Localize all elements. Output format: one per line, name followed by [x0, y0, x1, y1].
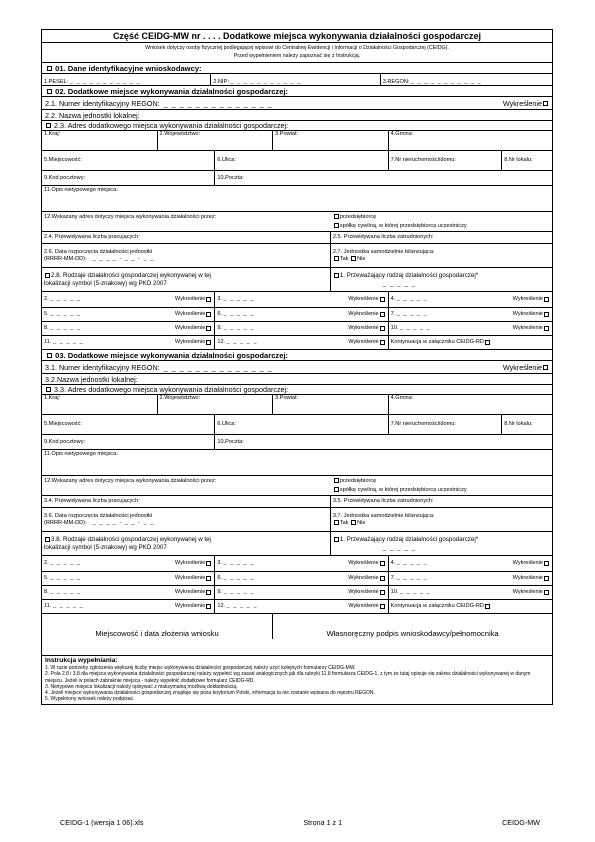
p3-adres-row-3 [42, 435, 552, 450]
p3-kod-pocztowy[interactable]: 9.Kod pocztowy: [42, 435, 215, 449]
p2-pkd-4-wykreslenie[interactable] [544, 297, 549, 302]
p3-ulica[interactable]: 6.Ulica: [215, 415, 388, 434]
p2-nazwa-row[interactable]: 2.2. Nazwa jednostki lokalnej: [42, 110, 552, 121]
p3-pkd-9-wykreslenie[interactable] [380, 590, 385, 595]
p3-pkd-row-2 [42, 572, 552, 586]
p3-samodzielnie-bilansujaca: 3.7. Jednostka samodzielnie bilansująca: Tak Nie [332, 513, 435, 526]
nip-field[interactable]: 2.NIP: _ _ _ _ _ _ _ _ _ _ _ [211, 74, 380, 85]
p2-adres-row-3 [42, 171, 552, 186]
p3-nie-checkbox[interactable] [351, 520, 356, 525]
p2-pkd-6[interactable]: 6. _ _ _ _ _ Wykreślenie [215, 308, 388, 321]
instruction-1: 1. W razie potrzeby zgłoszenia większej liczby miejsc wykonywania działalności gospodarczej należy użyć kolejnych formularzy CEIDG-MW. [45, 665, 356, 672]
p2-powiat[interactable]: 3.Powiat: [273, 131, 389, 150]
section-01-fields [42, 74, 552, 86]
p3-poczta[interactable]: 10.Poczta: [217, 438, 244, 445]
p3-kontynuacja-checkbox[interactable] [485, 604, 490, 609]
place-date-field[interactable]: Miejscowość i data złożenia wniosku [42, 614, 273, 639]
p3-przedsiebiorca-checkbox[interactable] [334, 478, 339, 483]
p2-regon-row[interactable]: 2.1. Numer identyfikacyjny REGON: _ _ _ _ _ _ _ _ _ _ _ _ _ _ Wykreślenie [42, 97, 552, 110]
p3-rodzaje-checkbox[interactable] [45, 537, 50, 542]
p2-adres-checkbox[interactable] [46, 123, 51, 128]
p2-miejscowosc[interactable]: 5.Miejscowość: [42, 151, 215, 170]
p3-pkd-5[interactable]: 5. _ _ _ _ _ Wykreślenie [42, 572, 215, 585]
p3-pkd-10-wykreslenie[interactable] [544, 590, 549, 595]
section-02-checkbox[interactable] [47, 89, 52, 94]
p2-nie-checkbox[interactable] [351, 256, 356, 261]
p3-nr-lokalu[interactable]: 8.Nr lokalu: [504, 421, 533, 428]
p2-rodzaje-row [42, 268, 552, 292]
p3-spolka-checkbox[interactable] [334, 487, 339, 492]
p2-pkd-4[interactable]: 4. _ _ _ _ _ Wykreślenie [389, 292, 552, 307]
p3-pkd-8-wykreslenie[interactable] [206, 590, 211, 595]
p2-przedsiebiorca-checkbox[interactable] [334, 214, 339, 219]
p3-przewazajacy-checkbox[interactable] [334, 537, 339, 542]
footer-filename: CEIDG-1 (wersja 1 06).xls [60, 818, 144, 827]
p2-pkd-5[interactable]: 5. _ _ _ _ _ Wykreślenie [42, 308, 215, 321]
p3-pkd-12[interactable]: 12. _ _ _ _ _ Wykreślenie [215, 600, 388, 613]
p2-liczby-row [42, 232, 552, 244]
p3-przewazajacy-rodzaj[interactable]: 1. Przeważający rodzaj działalności gospodarczej* _ _ _ _ _ [331, 532, 552, 555]
p3-pkd-row-1 [42, 556, 552, 572]
p3-wojewodztwo[interactable]: 2.Województwo: [158, 395, 274, 414]
p2-pkd-9-wykreslenie[interactable] [380, 326, 385, 331]
instruction-4: 4. Jeżeli miejsce wykonywania działalności gospodarczej znajduje się poza terytorium Polski, informacja ta nie zostanie wpisana do rejestru REGON. [45, 690, 375, 697]
p2-liczba-pracujacych[interactable]: 2.4. Przewidywana liczba pracujących: [42, 232, 331, 243]
p2-kraj[interactable]: 1.Kraj: [42, 131, 158, 150]
p2-pkd-7[interactable]: 7. _ _ _ _ _ Wykreślenie [389, 308, 552, 321]
p3-pkd-6[interactable]: 6. _ _ _ _ _ Wykreślenie [215, 572, 388, 585]
p3-liczba-zatrudnionych[interactable]: 3.5. Przewidywana liczba zatrudnionych: [332, 498, 434, 505]
p3-liczby-row [42, 496, 552, 508]
p3-data-row [42, 508, 552, 532]
p3-pkd-7-wykreslenie[interactable] [544, 576, 549, 581]
p3-adres-header: 3.3. Adres dodatkowego miejsca wykonywania działalności gospodarczej: [42, 385, 552, 395]
p3-opis-nietypowego[interactable]: 11.Opis nietypowego miejsca: [42, 450, 552, 476]
p3-rodzaje-dzialalnosci: 3.8. Rodzaje działalności gospodarczej wykonywanej w tej lokalizacji symbol (5-znakowy) wg PKD 2007 [42, 532, 331, 555]
p3-regon-wykreslenie-checkbox[interactable] [543, 365, 548, 370]
p2-liczba-zatrudnionych[interactable]: 2.5. Przewidywana liczba zatrudnionych: [332, 234, 434, 241]
intro-line-1: Wniosek dotyczy osoby fizycznej podlegającej wpisowi do Centralnej Ewidencji i Informacji o Działalności Gospodarczej (CEIDG). [145, 45, 449, 52]
p3-gmina[interactable]: 4.Gmina: [390, 395, 414, 401]
p2-rodzaje-dzialalnosci: 2.8. Rodzaje działalności gospodarczej wykonywanej w tej lokalizacji symbol (5-znakowy) wg PKD 2007 [42, 268, 331, 291]
p3-pkd-7[interactable]: 7. _ _ _ _ _ Wykreślenie [389, 572, 552, 585]
p2-regon-wykreslenie-checkbox[interactable] [543, 101, 548, 106]
instructions-header: Instrukcja wypełniania: [45, 657, 118, 664]
p3-pkd-8[interactable]: 8. _ _ _ _ _ Wykreślenie [42, 586, 215, 599]
section-01-header[interactable]: 01. Dane identyfikacyjne wnioskodawcy: [42, 63, 552, 74]
p2-data-row [42, 244, 552, 268]
p2-nr-domu[interactable]: 7.Nr nieruchomości/domu: [389, 151, 503, 170]
instructions [42, 656, 552, 704]
p2-pkd-9[interactable]: 9. _ _ _ _ _ Wykreślenie [215, 322, 388, 335]
p3-powiat[interactable]: 3.Powiat: [273, 395, 389, 414]
p3-nr-domu[interactable]: 7.Nr nieruchomości/domu: [389, 415, 503, 434]
p2-wojewodztwo[interactable]: 2.Województwo: [158, 131, 274, 150]
p3-pkd-12-wykreslenie[interactable] [380, 604, 385, 609]
p3-data-rozpoczecia[interactable]: 3.6. Data rozpoczęcia działalności jednostki (RRRR-MM-DD): _ _ _ _ - _ _ - _ _ [42, 508, 331, 531]
p3-kontynuacja[interactable]: Kontynuacja w załączniku CEIDG-RD [389, 600, 552, 613]
p2-adres-row-2 [42, 151, 552, 171]
p2-pkd-11[interactable]: 11. _ _ _ _ _ Wykreślenie [42, 336, 215, 349]
p3-pkd-2-wykreslenie[interactable] [206, 561, 211, 566]
p3-pkd-10[interactable]: 10. _ _ _ _ _ Wykreślenie [389, 586, 552, 599]
p2-adres-header: 2.3. Adres dodatkowego miejsca wykonywania działalności gospodarczej: [42, 121, 552, 131]
p2-adres-row-1 [42, 131, 552, 151]
signature-row [42, 614, 552, 656]
p3-adres-row-2 [42, 415, 552, 435]
p3-pkd-2[interactable]: 2. _ _ _ _ _ Wykreślenie [42, 556, 215, 571]
p2-kod-pocztowy[interactable]: 9.Kod pocztowy: [42, 171, 215, 185]
p3-spolka-option[interactable]: spółkę cywilną, w której przedsiębiorca uczestniczy [333, 487, 550, 493]
p3-przedsiebiorca-option[interactable]: przedsiębiorcę [333, 478, 550, 484]
p2-spolka-option[interactable]: spółkę cywilną, w której przedsiębiorca uczestniczy [333, 223, 550, 229]
p3-pkd-11-wykreslenie[interactable] [206, 604, 211, 609]
p3-regon-row[interactable]: 3.1. Numer identyfikacyjny REGON: _ _ _ _ _ _ _ _ _ _ _ _ _ _ Wykreślenie [42, 361, 552, 374]
p2-pkd-5-wykreslenie[interactable] [206, 312, 211, 317]
p2-nr-lokalu[interactable]: 8.Nr lokalu: [504, 157, 533, 164]
p3-pkd-9[interactable]: 9. _ _ _ _ _ Wykreślenie [215, 586, 388, 599]
p3-adres-dotyczy: 12.Wskazany adres dotyczy miejsca wykonywania działalności przez: przedsiębiorcę spółkę cywilną, w której przedsiębiorca uczestniczy [42, 476, 552, 496]
p2-pkd-10[interactable]: 10. _ _ _ _ _ Wykreślenie [389, 322, 552, 335]
p2-pkd-8-wykreslenie[interactable] [206, 326, 211, 331]
form-title: Część CEIDG-MW nr . . . . Dodatkowe miejsca wykonywania działalności gospodarczej [42, 30, 552, 43]
footer-page-number: Strona 1 z 1 [303, 818, 343, 827]
p2-kontynuacja-checkbox[interactable] [485, 340, 490, 345]
p2-rodzaje-checkbox[interactable] [45, 273, 50, 278]
p3-pkd-11[interactable]: 11. _ _ _ _ _ Wykreślenie [42, 600, 215, 613]
p2-spolka-checkbox[interactable] [334, 223, 339, 228]
pesel-field[interactable]: 1.PESEL: _ _ _ _ _ _ _ _ _ _ _ [42, 74, 211, 85]
ceidg-mw-form [41, 29, 553, 705]
p3-pkd-row-4 [42, 600, 552, 614]
intro-line-2: Przed wypełnieniem należy zapoznać się z Instrukcją. [233, 52, 361, 59]
p2-pkd-3-wykreslenie[interactable] [380, 297, 385, 302]
p2-pkd-row-3 [42, 322, 552, 336]
p2-gmina[interactable]: 4.Gmina: [390, 131, 414, 137]
p2-opis-nietypowego[interactable]: 11.Opis nietypowego miejsca: [42, 186, 552, 212]
p3-adres-checkbox[interactable] [46, 387, 51, 392]
p2-pkd-10-wykreslenie[interactable] [544, 326, 549, 331]
page-footer [60, 818, 540, 827]
p3-liczba-pracujacych[interactable]: 3.4. Przewidywana liczba pracujących: [42, 496, 331, 507]
instruction-5: 5. Wypełniony wniosek należy podpisać. [45, 696, 135, 703]
p3-pkd-5-wykreslenie[interactable] [206, 576, 211, 581]
p2-przewazajacy-checkbox[interactable] [334, 273, 339, 278]
p3-nazwa-row[interactable]: 3.2.Nazwa jednostki lokalnej: [42, 374, 552, 385]
p2-pkd-7-wykreslenie[interactable] [544, 312, 549, 317]
p2-ulica[interactable]: 6.Ulica: [215, 151, 388, 170]
p3-rodzaje-row [42, 532, 552, 556]
p3-pkd-6-wykreslenie[interactable] [380, 576, 385, 581]
regon-field[interactable]: 3.REGON: _ _ _ _ _ _ _ _ _ _ _ [382, 78, 482, 85]
p3-pkd-row-3 [42, 586, 552, 600]
p2-pkd-12[interactable]: 12. _ _ _ _ _ Wykreślenie [215, 336, 388, 349]
section-03-checkbox[interactable] [47, 353, 52, 358]
section-03-header[interactable]: 03. Dodatkowe miejsce wykonywania działalności gospodarczej: [42, 350, 552, 361]
form-intro [42, 43, 552, 63]
p2-kontynuacja[interactable]: Kontynuacja w załączniku CEIDG-RD [389, 336, 552, 349]
p2-tak-checkbox[interactable] [334, 256, 339, 261]
section-02-header[interactable]: 02. Dodatkowe miejsce wykonywania działalności gospodarczej: [42, 86, 552, 97]
p2-pkd-3[interactable]: 3. _ _ _ _ _ Wykreślenie [215, 292, 388, 307]
p3-pkd-3-wykreslenie[interactable] [380, 561, 385, 566]
p2-pkd-row-4 [42, 336, 552, 350]
p3-pkd-4-wykreslenie[interactable] [544, 561, 549, 566]
p2-data-rozpoczecia[interactable]: 2.6. Data rozpoczęcia działalności jednostki (RRRR-MM-DD): _ _ _ _ - _ _ - _ _ [42, 244, 331, 267]
p3-pkd-3[interactable]: 3. _ _ _ _ _ Wykreślenie [215, 556, 388, 571]
footer-form-code: CEIDG-MW [502, 818, 540, 827]
p3-miejscowosc[interactable]: 5.Miejscowość: [42, 415, 215, 434]
p2-przedsiebiorca-option[interactable]: przedsiębiorcę [333, 214, 550, 220]
p3-adres-row-1 [42, 395, 552, 415]
p2-pkd-row-1 [42, 292, 552, 308]
p2-pkd-2-wykreslenie[interactable] [206, 297, 211, 302]
p2-poczta[interactable]: 10.Poczta: [217, 174, 244, 181]
signature-field[interactable]: Własnoręczny podpis wnioskodawcy/pełnomocnika [326, 629, 499, 638]
p2-pkd-8[interactable]: 8. _ _ _ _ _ Wykreślenie [42, 322, 215, 335]
instruction-3: 3. Nietypowe miejsca lokalizacji należy opisywać z maksymalną możliwą dokładnością. [45, 683, 238, 690]
p2-adres-dotyczy: 12.Wskazany adres dotyczy miejsca wykonywania działalności przez: przedsiębiorcę spółkę cywilną, w której przedsiębiorca uczestniczy [42, 212, 552, 232]
p3-kraj[interactable]: 1.Kraj: [42, 395, 158, 414]
p2-przewazajacy-rodzaj[interactable]: 1. Przeważający rodzaj działalności gospodarczej* _ _ _ _ _ [331, 268, 552, 291]
section-01-checkbox[interactable] [47, 66, 52, 71]
p2-pkd-12-wykreslenie[interactable] [380, 340, 385, 345]
p2-pkd-2[interactable]: 2. _ _ _ _ _ Wykreślenie [42, 292, 215, 307]
p3-tak-checkbox[interactable] [334, 520, 339, 525]
p3-pkd-4[interactable]: 4. _ _ _ _ _ Wykreślenie [389, 556, 552, 571]
p2-pkd-11-wykreslenie[interactable] [206, 340, 211, 345]
p2-pkd-row-2 [42, 308, 552, 322]
p2-pkd-6-wykreslenie[interactable] [380, 312, 385, 317]
p2-samodzielnie-bilansujaca: 2.7. Jednostka samodzielnie bilansująca: Tak Nie [332, 249, 435, 262]
instruction-2: 2. Pola 2.8 i 3.8 dla miejsca wykonywania działalności gospodarczej należy wypełnić wg zasad analogicznych jak dla rubryki 11.8 formularza CEIDG-1, z tym że tutaj opisuje się zakres działalności wykonywanej w danym miejscu. Jeżeli w polach zabraknie miejsca - należy wypełnić dodatkowe formularz CEIDG-RD. [45, 671, 531, 684]
